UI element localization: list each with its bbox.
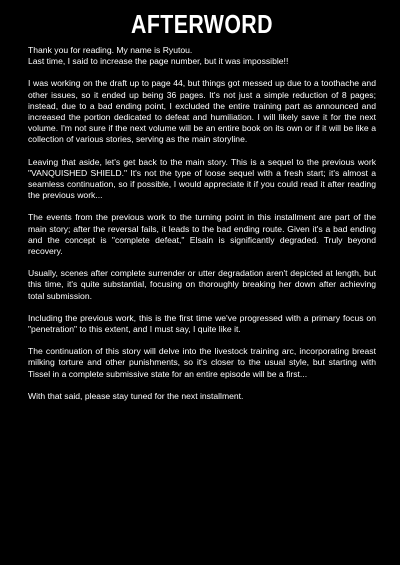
paragraph-bad-ending: The events from the previous work to the turning point in this installment are part of the main story; after the reversal fails, it leads to the bad ending route. Given it's a bad ending and the concept is "complete defeat," Elsain is significantly degraded. Truly beyond recovery.: [28, 212, 376, 257]
paragraph-continuation: The continuation of this story will delve into the livestock training arc, incorporating breast milking torture and other punishments, so it's closer to the usual style, but starting with Tissel in a complete submissive state for an entire episode will be a first...: [28, 346, 376, 379]
paragraph-sequel: Leaving that aside, let's get back to the main story. This is a sequel to the previous work "VANQUISHED SHIELD." It's not the type of loose sequel with a fresh start; it's almost a seamless continuation, so if possible, I would appreciate it if you could read it after reading the previous work...: [28, 156, 376, 201]
paragraph-page-count: I was working on the draft up to page 44, but things got messed up due to a toothache and other issues, so it ended up being 36 pages. It's not just a simple reduction of 8 pages; instead, due to a bad ending point, I excluded the entire training part as announced and increased the portion dedicated to defeat and humiliation. I will likely save it for the next volume. I'm not sure if the next volume will be an entire book on its own or if it will be like a collection of various stories, serving as the main storyline.: [28, 78, 376, 145]
afterword-body: [28, 45, 376, 402]
paragraph-degradation: Usually, scenes after complete surrender or utter degradation aren't depicted at length, but this time, it's quite substantial, focusing on thoroughly breaking her down after achieving total submission.: [28, 268, 376, 301]
paragraph-greeting: [28, 45, 376, 67]
page-title: AFTERWORD: [131, 9, 273, 39]
greeting-line-1: Thank you for reading. My name is Ryutou. Last time, I said to increase the page number, but it was impossible!!: [28, 45, 289, 67]
paragraph-closing: With that said, please stay tuned for the next installment.: [28, 390, 244, 401]
paragraph-penetration: Including the previous work, this is the first time we've progressed with a primary focus on "penetration" to this extent, and I must say, I quite like it.: [28, 312, 376, 335]
